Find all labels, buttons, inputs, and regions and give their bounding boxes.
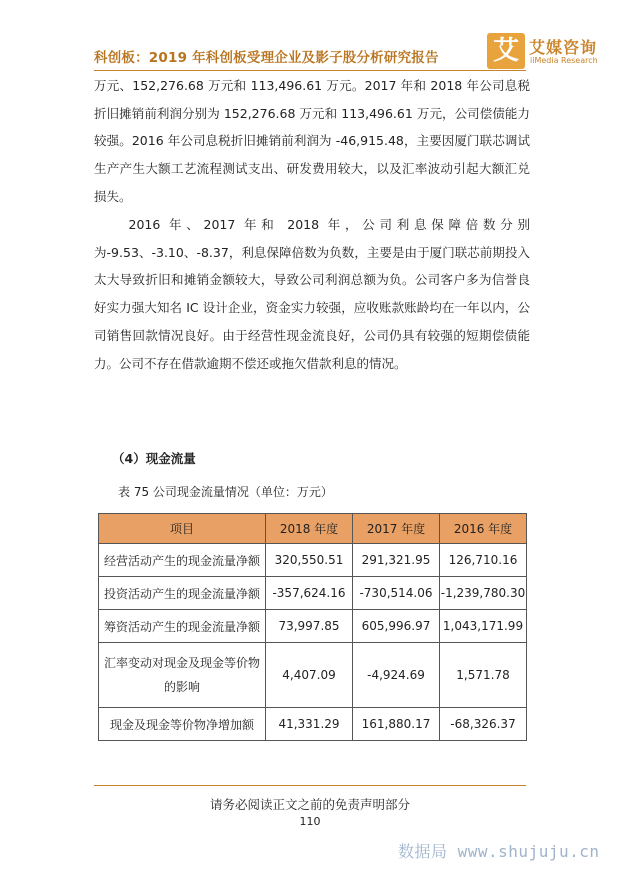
- cell-2016: 126,710.16: [440, 544, 527, 577]
- row-label: 现金及现金等价物净增加额: [99, 708, 266, 741]
- table-header-row: [99, 514, 527, 544]
- header-item: 项目: [99, 514, 266, 544]
- section-heading: （4）现金流量: [112, 451, 196, 466]
- logo-name: 艾媒咨询: [529, 38, 598, 57]
- cell-2017: 605,996.97: [353, 610, 440, 643]
- logo-subtitle: iiMedia Research: [530, 56, 598, 65]
- table-row: [99, 577, 527, 610]
- logo-mark: 艾: [487, 33, 525, 69]
- cell-2016: 1,571.78: [440, 643, 527, 708]
- report-header-title: 科创板：2019 年科创板受理企业及影子股分析研究报告: [94, 50, 439, 66]
- cell-2016: -68,326.37: [440, 708, 527, 741]
- paragraph-interest-coverage: 2016 年、2017 年和 2018 年，公司利息保障倍数分别为-9.53、-3.10、-8.37，利息保障倍数为负数，主要是由于厦门联芯前期投入太大导致折旧和摊销金额较大，导致公司利润总额为负。公司客户多为信誉良好实力强大知名 IC 设计企业，资金实力较强，应收账款账龄均在一年以内，公司销售回款情况良好。由于经营性现金流良好，公司仍具有较强的短期偿债能力。公司不存在借款逾期不偿还或拖欠借款利息的情况。: [94, 217, 530, 371]
- table-row: [99, 610, 527, 643]
- header-2018: 2018 年度: [266, 514, 353, 544]
- cell-2017: -730,514.06: [353, 577, 440, 610]
- footer-divider: [94, 785, 526, 786]
- row-label: 投资活动产生的现金流量净额: [99, 577, 266, 610]
- page-number: 110: [299, 815, 321, 828]
- table-row: [99, 643, 527, 708]
- header-2016: 2016 年度: [440, 514, 527, 544]
- header-divider: [94, 70, 526, 71]
- table-row: [99, 708, 527, 741]
- watermark-text: 数据局 www.shujuju.cn: [398, 842, 600, 861]
- table-caption: 表 75 公司现金流量情况（单位：万元）: [118, 485, 333, 499]
- cell-2017: 161,880.17: [353, 708, 440, 741]
- cell-2018: -357,624.16: [266, 577, 353, 610]
- table-row: [99, 544, 527, 577]
- cell-2017: 291,321.95: [353, 544, 440, 577]
- paragraph-ebitda: 万元、152,276.68 万元和 113,496.61 万元。2017 年和 2018 年公司息税折旧摊销前利润分别为 152,276.68 万元和 113,496.61 万元，公司偿债能力较强。2016 年公司息税折旧摊销前利润为 -46,915.48，主要因厦门联芯调试生产产生大额工艺流程测试支出、研发费用较大，以及汇率波动引起大额汇兑损失。: [94, 78, 530, 204]
- cashflow-table: [98, 513, 527, 741]
- cell-2018: 41,331.29: [266, 708, 353, 741]
- cell-2017: -4,924.69: [353, 643, 440, 708]
- row-label: 经营活动产生的现金流量净额: [99, 544, 266, 577]
- cell-2018: 320,550.51: [266, 544, 353, 577]
- cell-2018: 4,407.09: [266, 643, 353, 708]
- header-2017: 2017 年度: [353, 514, 440, 544]
- cell-2018: 73,997.85: [266, 610, 353, 643]
- row-label: 筹资活动产生的现金流量净额: [99, 610, 266, 643]
- row-label: 汇率变动对现金及现金等价物的影响: [99, 643, 266, 708]
- cell-2016: 1,043,171.99: [440, 610, 527, 643]
- disclaimer-note: 请务必阅读正文之前的免责声明部分: [209, 797, 410, 812]
- cell-2016: -1,239,780.30: [440, 577, 527, 610]
